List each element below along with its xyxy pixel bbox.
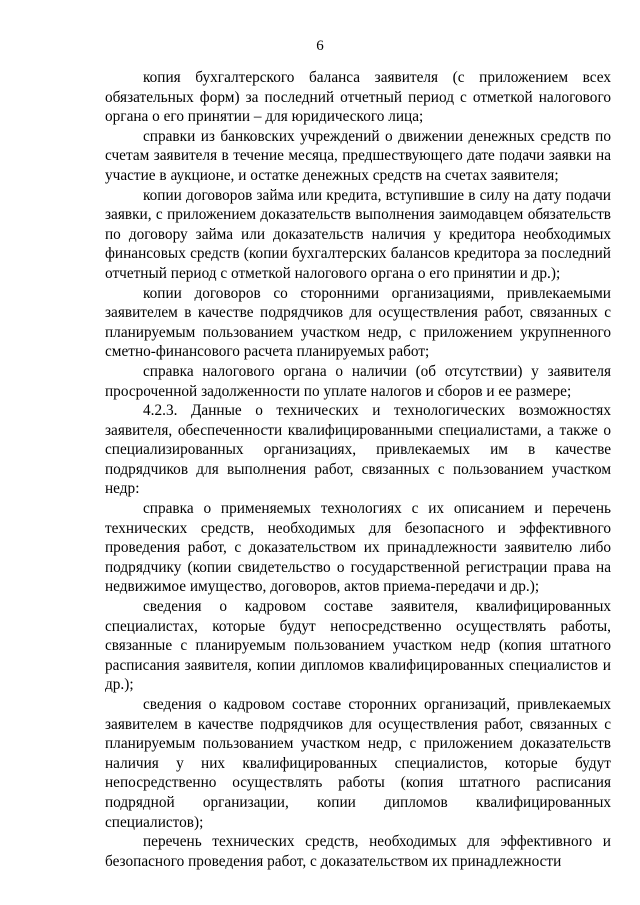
paragraph-bank-statements: справки из банковских учреждений о движении денежных средств по счетам заявителя в течение месяца, предшествующего дате подачи заявки на участие в аукционе, и остатке денежных средств на счетах заявителя; (105, 127, 611, 184)
paragraph-contractor-agreements: копии договоров со сторонними организациями, привлекаемыми заявителем в качестве подрядчиков для осуществления работ, связанных с планируемым пользованием участком недр, с приложением укрупненного сметно-финансового расчета планируемых работ; (105, 284, 611, 361)
document-body (105, 68, 611, 871)
page-number: 6 (316, 38, 324, 54)
paragraph-balance-copy: копия бухгалтерского баланса заявителя (с приложением всех обязательных форм) за последний отчетный период с отметкой налогового органа о его принятии – для юридического лица; (105, 69, 611, 126)
paragraph-technology-certificate: справка о применяемых технологиях с их описанием и перечень технических средств, необходимых для безопасного и эффективного проведения работ, с доказательством их принадлежности заявителю либо подрядчику (копии свидетельство о государственной регистрации права на недвижимое имущество, договоров, актов приема-передачи и др.); (105, 500, 611, 596)
paragraph-loan-agreements: копии договоров займа или кредита, вступившие в силу на дату подачи заявки, с приложением доказательств выполнения заимодавцем обязательств по договору займа или доказательств наличия у кредитора необходимых финансовых средств (копии бухгалтерских балансов кредитора за последний отчетный период с отметкой налогового органа о его принятии и др.); (105, 186, 611, 282)
paragraph-tax-certificate: справка налогового органа о наличии (об отсутствии) у заявителя просроченной задолженности по уплате налогов и сборов и ее размере; (105, 362, 611, 400)
paragraph-technical-means: перечень технических средств, необходимых для эффективного и безопасного проведения работ, с доказательством их принадлежности (105, 833, 611, 870)
paragraph-section-4-2-3: 4.2.3. Данные о технических и технологических возможностях заявителя, обеспеченности квалифицированными специалистами, а также о специализированных организациях, привлекаемых им в качестве подрядчиков для выполнения работ, связанных с пользованием участком недр: (105, 402, 611, 498)
paragraph-staff-applicant: сведения о кадровом составе заявителя, квалифицированных специалистах, которые будут непосредственно осуществлять работы, связанные с планируемым пользованием участком недр (копия штатного расписания заявителя, копии дипломов квалифицированных специалистов и др.); (105, 598, 611, 694)
paragraph-staff-contractors: сведения о кадровом составе сторонних организаций, привлекаемых заявителем в качестве подрядчиков для осуществления работ, связанных с планируемым пользованием участком недр, с приложением доказательств наличия у них квалифицированных специалистов, которые будут непосредственно осуществлять работы (копия штатного расписания подрядной организации, копии дипломов квалифицированных специалистов); (105, 696, 611, 831)
